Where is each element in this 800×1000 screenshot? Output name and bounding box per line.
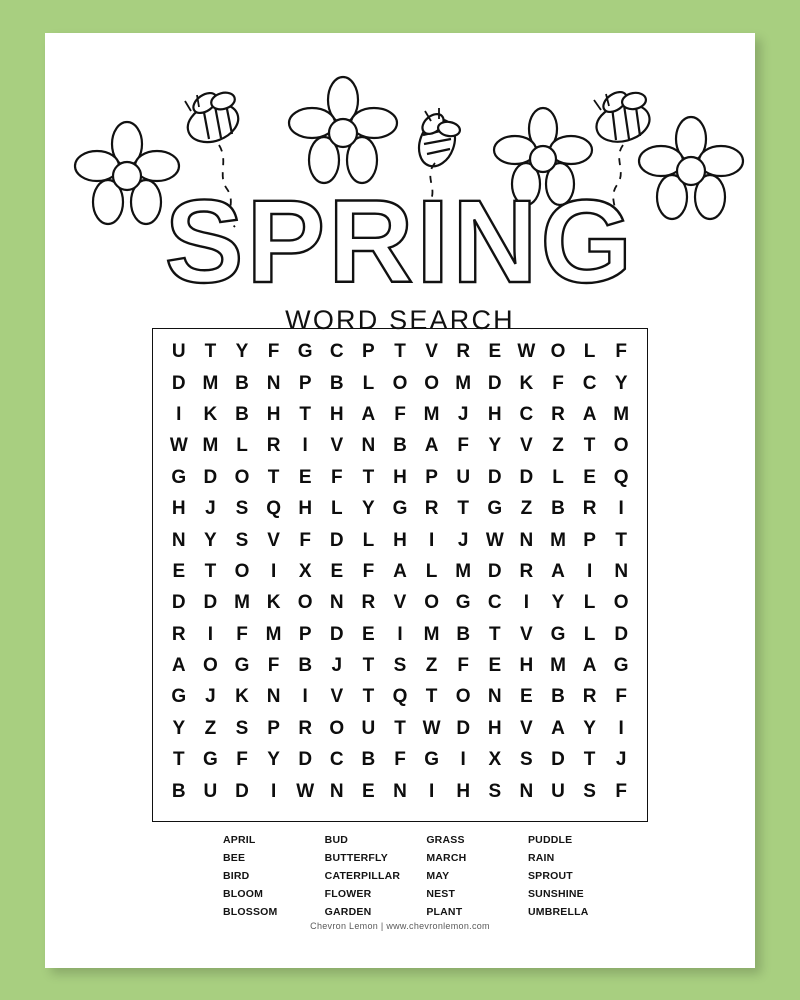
grid-cell[interactable]: F <box>267 655 280 677</box>
grid-cell[interactable]: D <box>519 466 534 488</box>
grid-cell[interactable]: N <box>329 780 344 802</box>
grid-cell[interactable]: A <box>582 403 597 425</box>
grid-cell[interactable]: N <box>519 529 534 551</box>
grid-cell[interactable]: O <box>613 435 629 457</box>
grid-cell[interactable]: G <box>487 498 503 520</box>
grid-cell[interactable]: E <box>583 466 596 488</box>
grid-cell[interactable]: L <box>236 435 248 457</box>
grid-cell[interactable]: R <box>519 560 534 582</box>
grid-cell[interactable]: O <box>234 560 250 582</box>
word-list-item[interactable]: BUTTERFLY <box>324 851 388 864</box>
grid-cell[interactable]: L <box>583 592 596 614</box>
grid-cell[interactable]: V <box>520 717 533 739</box>
grid-cell[interactable]: C <box>329 749 344 771</box>
grid-cell[interactable]: H <box>329 403 344 425</box>
grid-cell[interactable]: L <box>552 466 564 488</box>
grid-cell[interactable]: F <box>362 560 375 582</box>
grid-cell[interactable]: D <box>487 466 502 488</box>
grid-cell[interactable]: G <box>613 655 629 677</box>
grid-cell[interactable]: E <box>298 466 312 488</box>
grid-cell[interactable]: L <box>425 560 438 582</box>
grid-cell[interactable]: W <box>517 341 536 363</box>
grid-cell[interactable]: W <box>485 529 504 551</box>
grid-cell[interactable]: G <box>171 466 187 488</box>
grid-cell[interactable]: J <box>615 749 627 771</box>
grid-cell[interactable]: H <box>266 403 281 425</box>
footer-credit: Chevron Lemon | www.chevronlemon.com <box>310 921 490 931</box>
grid-cell[interactable]: M <box>423 623 440 645</box>
grid-cell[interactable]: F <box>615 341 627 363</box>
grid-cell[interactable]: S <box>583 780 596 802</box>
grid-cell[interactable]: D <box>614 623 629 645</box>
grid-cell[interactable]: B <box>551 686 565 708</box>
grid-cell[interactable]: T <box>615 529 627 551</box>
word-list-item[interactable]: PLANT <box>426 905 463 918</box>
grid-cell[interactable]: I <box>428 529 435 551</box>
grid-cell[interactable]: C <box>519 403 534 425</box>
grid-cell[interactable]: A <box>551 560 565 582</box>
grid-cell[interactable]: U <box>361 717 376 739</box>
grid-cell[interactable]: O <box>297 592 313 614</box>
page-title <box>45 198 755 303</box>
grid-cell[interactable]: A <box>551 717 565 739</box>
grid-cell[interactable]: R <box>582 498 597 520</box>
grid-cell[interactable]: F <box>394 403 406 425</box>
grid-cell[interactable]: I <box>270 780 277 802</box>
grid-cell[interactable]: T <box>267 466 280 488</box>
grid-cell[interactable]: V <box>393 592 407 614</box>
grid-cell[interactable]: I <box>270 560 277 582</box>
grid-cell[interactable]: V <box>520 435 533 457</box>
grid-cell[interactable]: I <box>176 403 182 425</box>
grid-cell[interactable]: O <box>424 372 439 394</box>
grid-cell[interactable]: H <box>171 498 186 520</box>
grid-cell[interactable]: P <box>425 466 438 488</box>
word-list-item[interactable]: FLOWER <box>324 887 372 900</box>
grid-cell[interactable]: M <box>455 560 472 582</box>
grid-cell[interactable]: B <box>456 623 471 645</box>
grid-cell[interactable]: E <box>362 623 375 645</box>
grid-cell[interactable]: I <box>460 749 466 771</box>
word-list-item[interactable]: GRASS <box>426 834 465 846</box>
grid-cell[interactable]: B <box>298 655 313 677</box>
word-list-item[interactable]: BUD <box>324 834 349 846</box>
grid-cell[interactable]: D <box>456 717 471 739</box>
grid-cell[interactable]: U <box>551 780 565 802</box>
grid-cell[interactable]: B <box>551 498 565 520</box>
grid-cell[interactable]: C <box>582 372 597 394</box>
grid-cell[interactable]: M <box>265 623 282 645</box>
grid-cell[interactable]: E <box>172 560 186 582</box>
grid-cell[interactable]: S <box>235 498 249 520</box>
grid-cell[interactable]: M <box>455 372 472 394</box>
grid-cell[interactable]: N <box>361 435 376 457</box>
grid-cell[interactable]: F <box>394 749 406 771</box>
grid-cell[interactable]: R <box>551 403 565 425</box>
word-search-grid[interactable] <box>152 328 648 822</box>
grid-cell[interactable]: C <box>329 341 344 363</box>
word-list-item[interactable]: GARDEN <box>324 905 372 918</box>
grid-cell[interactable]: A <box>361 403 376 425</box>
grid-cell[interactable]: L <box>362 529 375 551</box>
word-list-item[interactable]: BLOSSOM <box>223 905 278 918</box>
grid-cell[interactable]: H <box>487 403 502 425</box>
grid-cell[interactable]: Y <box>551 592 565 614</box>
grid-cell[interactable]: D <box>551 749 565 771</box>
grid-cell[interactable]: F <box>615 686 627 708</box>
grid-cell[interactable]: I <box>207 623 214 645</box>
grid-cell[interactable]: T <box>299 403 311 425</box>
grid-cell[interactable]: K <box>266 592 281 614</box>
grid-cell[interactable]: Y <box>267 749 280 771</box>
word-list-item[interactable]: MARCH <box>426 851 467 864</box>
grid-cell[interactable]: S <box>235 717 249 739</box>
grid-cell[interactable]: V <box>330 435 344 457</box>
grid-cell[interactable]: W <box>169 435 188 457</box>
grid-cell[interactable]: K <box>519 372 534 394</box>
grid-cell[interactable]: E <box>520 686 533 708</box>
grid-cell[interactable]: M <box>550 529 566 551</box>
grid-cell[interactable]: T <box>172 749 185 771</box>
grid-cell[interactable]: O <box>203 655 218 677</box>
grid-cell[interactable]: V <box>425 341 438 363</box>
grid-cell[interactable]: N <box>614 560 629 582</box>
grid-cell[interactable]: O <box>329 717 345 739</box>
grid-cell[interactable]: N <box>266 686 281 708</box>
grid-cell[interactable]: J <box>457 403 469 425</box>
grid-cell[interactable]: I <box>302 435 308 457</box>
grid-cell[interactable]: G <box>234 655 250 677</box>
grid-cell[interactable]: F <box>330 466 343 488</box>
grid-cell[interactable]: N <box>393 780 407 802</box>
grid-cell[interactable]: T <box>488 623 501 645</box>
grid-cell[interactable]: K <box>235 686 249 708</box>
grid-cell[interactable]: N <box>487 686 502 708</box>
grid-cell[interactable]: Y <box>204 529 217 551</box>
grid-cell[interactable]: E <box>362 780 375 802</box>
word-list <box>223 833 623 921</box>
grid-cell[interactable]: H <box>456 780 471 802</box>
grid-cell[interactable]: K <box>203 403 218 425</box>
word-list-item[interactable]: CATERPILLAR <box>324 869 401 882</box>
grid-cell[interactable]: Z <box>552 435 564 457</box>
grid-cell[interactable]: L <box>583 623 596 645</box>
grid-cell[interactable]: F <box>236 623 248 645</box>
grid-cell[interactable]: I <box>618 717 624 739</box>
grid-cell[interactable]: H <box>487 717 502 739</box>
grid-cell[interactable]: C <box>487 592 502 614</box>
grid-cell[interactable]: G <box>424 749 439 771</box>
word-list-item[interactable]: BEE <box>223 851 246 864</box>
grid-cell[interactable]: S <box>520 749 533 771</box>
grid-cell[interactable]: I <box>618 498 624 520</box>
grid-cell[interactable]: B <box>361 749 376 771</box>
word-list-item[interactable]: BLOOM <box>223 887 264 900</box>
grid-cell[interactable]: I <box>428 780 435 802</box>
grid-cell[interactable]: D <box>235 780 249 802</box>
grid-cell[interactable]: A <box>424 435 439 457</box>
grid-cell[interactable]: U <box>171 341 186 363</box>
grid-cell[interactable]: P <box>298 623 312 645</box>
grid-cell[interactable]: J <box>205 686 216 708</box>
grid-cell[interactable]: G <box>171 686 187 708</box>
grid-cell[interactable]: M <box>234 592 250 614</box>
title-block <box>45 198 755 336</box>
grid-cell[interactable]: B <box>393 435 407 457</box>
grid-cell[interactable]: F <box>615 780 627 802</box>
grid-cell[interactable]: H <box>393 529 407 551</box>
grid-cell[interactable]: O <box>550 341 566 363</box>
grid-cell[interactable]: F <box>236 749 248 771</box>
word-list-column <box>528 833 623 921</box>
grid-cell[interactable]: T <box>394 341 406 363</box>
grid-cell[interactable]: I <box>586 560 593 582</box>
grid-cell[interactable]: G <box>203 749 218 771</box>
grid-cell[interactable]: A <box>171 655 186 677</box>
grid-cell[interactable]: D <box>487 560 502 582</box>
grid-cell[interactable]: E <box>330 560 344 582</box>
grid-cell[interactable]: D <box>171 592 186 614</box>
grid-cell[interactable]: Q <box>266 498 281 520</box>
grid-cell[interactable]: Z <box>520 498 533 520</box>
grid-cell[interactable]: U <box>203 780 218 802</box>
grid-cell[interactable]: R <box>361 592 376 614</box>
grid-cell[interactable]: G <box>550 623 566 645</box>
grid-cell[interactable]: T <box>583 435 596 457</box>
grid-cell[interactable]: G <box>455 592 471 614</box>
grid-cell[interactable]: S <box>488 780 502 802</box>
grid-cell[interactable]: G <box>392 498 408 520</box>
grid-cell[interactable]: B <box>235 403 249 425</box>
grid-cell[interactable]: F <box>552 372 564 394</box>
grid-cell[interactable]: T <box>583 749 596 771</box>
grid-cell[interactable]: T <box>425 686 438 708</box>
grid-cell[interactable]: R <box>266 435 281 457</box>
grid-cell[interactable]: L <box>583 341 596 363</box>
grid-cell[interactable]: B <box>329 372 344 394</box>
grid-cell[interactable]: E <box>488 341 502 363</box>
grid-cell[interactable]: A <box>582 655 597 677</box>
word-list-item[interactable]: RAIN <box>527 851 555 864</box>
grid-cell[interactable]: R <box>582 686 597 708</box>
grid-cell[interactable]: N <box>266 372 281 394</box>
page-title-text: SPRING <box>164 198 636 303</box>
flower-outline <box>289 77 397 183</box>
grid-cell[interactable]: Y <box>362 498 375 520</box>
grid-cell[interactable]: Y <box>614 372 628 394</box>
grid-cell[interactable]: O <box>613 592 629 614</box>
grid-cell[interactable]: Q <box>392 686 408 708</box>
grid-cell[interactable]: H <box>298 498 313 520</box>
grid-cell[interactable]: R <box>456 341 471 363</box>
word-list-item[interactable]: SUNSHINE <box>527 887 584 900</box>
grid-cell[interactable]: T <box>457 498 469 520</box>
word-list-item[interactable]: NEST <box>426 887 456 900</box>
grid-cell[interactable]: J <box>331 655 343 677</box>
grid-cell[interactable]: Y <box>488 435 502 457</box>
grid-cell[interactable]: F <box>299 529 311 551</box>
grid-cell[interactable]: D <box>171 372 186 394</box>
grid-cell[interactable]: Z <box>425 655 438 677</box>
grid-cell[interactable]: O <box>455 686 471 708</box>
grid-cell[interactable]: Y <box>583 717 596 739</box>
grid-cell[interactable]: R <box>298 717 313 739</box>
grid-cell[interactable]: N <box>329 592 344 614</box>
grid-cell[interactable]: M <box>423 403 440 425</box>
grid-cell[interactable]: T <box>362 686 375 708</box>
grid-cell[interactable]: Z <box>204 717 217 739</box>
grid-cell[interactable]: T <box>362 466 375 488</box>
paper-sheet <box>45 33 755 968</box>
word-list-column <box>325 833 420 921</box>
grid-cell[interactable]: D <box>329 529 344 551</box>
grid-cell[interactable]: F <box>457 435 469 457</box>
grid-cell[interactable]: N <box>171 529 186 551</box>
grid-cell[interactable]: T <box>362 655 375 677</box>
grid-cell[interactable]: J <box>205 498 216 520</box>
grid-cell[interactable]: A <box>393 560 407 582</box>
grid-cell[interactable]: T <box>394 717 406 739</box>
grid-cell[interactable]: Y <box>172 717 186 739</box>
grid-cell[interactable]: P <box>583 529 596 551</box>
grid-cell[interactable]: T <box>204 560 217 582</box>
grid-cell[interactable]: T <box>204 341 217 363</box>
grid-cell[interactable]: R <box>424 498 439 520</box>
word-list-item[interactable]: MAY <box>426 869 450 882</box>
grid-cell[interactable]: P <box>267 717 280 739</box>
grid-cell[interactable]: X <box>488 749 502 771</box>
grid-cell[interactable]: H <box>393 466 407 488</box>
grid-cell[interactable]: B <box>235 372 249 394</box>
grid-cell[interactable]: D <box>203 592 218 614</box>
grid-cell[interactable]: J <box>457 529 469 551</box>
grid-cell[interactable]: W <box>422 717 441 739</box>
grid-cell[interactable]: M <box>613 403 630 425</box>
grid-cell[interactable]: E <box>488 655 502 677</box>
grid-cell[interactable]: N <box>519 780 534 802</box>
grid-cell[interactable]: M <box>202 435 219 457</box>
word-list-item[interactable]: PUDDLE <box>527 834 573 846</box>
word-list-item[interactable]: UMBRELLA <box>527 905 589 918</box>
grid-cell[interactable]: O <box>424 592 439 614</box>
grid-cell[interactable]: V <box>267 529 280 551</box>
grid-cell[interactable]: D <box>329 623 344 645</box>
grid-cell[interactable]: L <box>330 498 343 520</box>
grid-cell[interactable]: L <box>362 372 375 394</box>
grid-cell[interactable]: I <box>523 592 530 614</box>
grid-cell[interactable]: M <box>550 655 566 677</box>
grid-cell[interactable]: I <box>397 623 403 645</box>
grid-cell[interactable]: W <box>296 780 315 802</box>
grid-cell[interactable]: O <box>392 372 408 394</box>
grid-cell[interactable]: V <box>330 686 344 708</box>
grid-cell[interactable]: U <box>456 466 471 488</box>
grid-cell[interactable]: R <box>171 623 186 645</box>
word-list-item[interactable]: BIRD <box>223 869 250 882</box>
flower-outline <box>494 108 592 205</box>
grid-cell[interactable]: G <box>297 341 313 363</box>
grid-cell[interactable]: F <box>267 341 280 363</box>
word-list-column <box>223 833 318 921</box>
grid-cell[interactable]: P <box>298 372 312 394</box>
page-subtitle: WORD SEARCH <box>285 305 515 335</box>
word-list-item[interactable]: APRIL <box>223 834 256 846</box>
grid-cell[interactable]: B <box>171 780 186 802</box>
grid-cell[interactable]: I <box>302 686 308 708</box>
grid-cell[interactable]: O <box>234 466 250 488</box>
grid-cell[interactable]: D <box>203 466 218 488</box>
grid-cell[interactable]: F <box>457 655 469 677</box>
grid-cell[interactable]: Q <box>613 466 629 488</box>
grid-cell[interactable]: V <box>520 623 533 645</box>
word-list-item[interactable]: SPROUT <box>527 869 573 882</box>
grid-cell[interactable]: H <box>519 655 534 677</box>
grid-cell[interactable]: P <box>362 341 375 363</box>
grid-cell[interactable]: X <box>298 560 312 582</box>
grid-cell[interactable]: S <box>235 529 249 551</box>
grid-cell[interactable]: S <box>393 655 407 677</box>
grid-cell[interactable]: D <box>298 749 313 771</box>
grid-cell[interactable]: M <box>202 372 219 394</box>
grid-cell[interactable]: D <box>487 372 502 394</box>
word-list-column <box>426 833 521 921</box>
grid-cell[interactable]: Y <box>235 341 249 363</box>
